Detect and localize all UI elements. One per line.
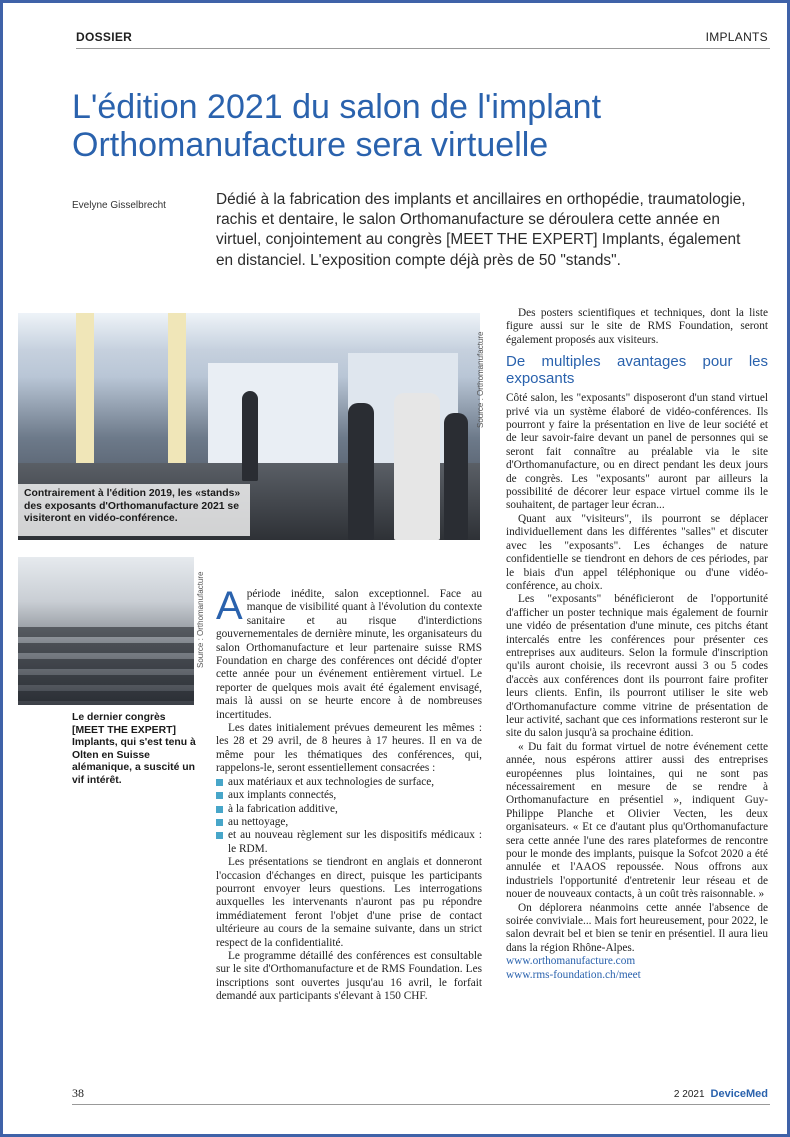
photo-person [394, 393, 440, 540]
photo1-source: Source : Orthomanufacture [476, 331, 485, 428]
photo-person [348, 403, 374, 540]
paragraph: On déplorera néanmoins cette année l'absence de soirée conviviale... Mais fort heureusement, pour 2022, le salon devrait bel et bien se tenir en présentiel. Il aura lieu dans la région Rhône-Alpes. [506, 901, 768, 954]
photo1-caption: Contrairement à l'édition 2019, les «stands» des exposants d'Orthomanufacture 2021 se visiteront en vidéo-conférence. [18, 484, 250, 536]
list-item: aux matériaux et aux technologies de surface, [216, 776, 482, 789]
list-item: à la fabrication additive, [216, 803, 482, 816]
header-rule [76, 48, 770, 49]
category-label: IMPLANTS [705, 30, 768, 44]
audience-row [18, 691, 194, 701]
photo-person [242, 391, 258, 481]
paragraph: Les "exposants" bénéficieront de l'opportunité d'afficher un poster technique mais également de fournir une vidéo de présentation d'une minute, ces pitchs étant intercalés entre les conférences pour présenter ces entreprises aux auditeurs. Selon la formule d'inscription qu'ils auront choisie, ils recevront aussi 3 ou 5 codes d'accès aux conférences dont ils pourront faire profiter leurs clients. Enfin, ils pourront utiliser le site web d'Orthomanufacture comme vitrine de présentation de leur activité, sachant que ces informations resteront sur le site du salon jusqu'à sa prochaine édition. [506, 593, 768, 740]
subheading: De multiples avantages pour les exposants [506, 353, 768, 388]
list-item: et au nouveau règlement sur les dispositifs médicaux : le RDM. [216, 829, 482, 856]
congress-photo [18, 557, 194, 705]
exhibition-photo [18, 313, 480, 540]
body-column-middle [216, 584, 482, 1004]
list-item: au nettoyage, [216, 816, 482, 829]
orthomanufacture-link[interactable]: www.orthomanufacture.com [506, 955, 636, 968]
brand-name: DeviceMed [710, 1088, 768, 1100]
article-title: L'édition 2021 du salon de l'implant Orthomanufacture sera virtuelle [72, 88, 602, 164]
article-lead: Dédié à la fabrication des implants et ancillaires en orthopédie, traumatologie, rachis et dentaire, le salon Orthomanufacture se déroulera cette année en virtuel, conjointement au congrès [MEET THE EXPERT] Implants, également en distanciel. L'exposition compte déjà près de 50 "stands". [216, 191, 746, 269]
paragraph-text: période inédite, salon exceptionnel. Face au manque de visibilité quant à l'évolution du contexte sanitaire et au risque d'interdictions gouvernementales de dernière minute, les organisateurs du salon Orthomanufacture et leur partenaire suisse RMS Foundation en charge des conférences ont décidé d'opter cette année pour un événement entièrement virtuel. Le reporter de quelques mois avait été également envisagé, mais là aussi on se heurte encore à de nombreuses incertitudes. [216, 588, 482, 721]
audience-row [18, 627, 194, 637]
topics-list [216, 776, 482, 856]
list-item: aux implants connectés, [216, 789, 482, 802]
paragraph: Côté salon, les "exposants" disposeront d'un stand virtuel privé via un système élaboré de vidéo-conférences. Ils pourront y faire la présentation en live de leur société et de leur savoir-faire devant un panel de personnes qui se seront fait connaître au préalable via le site d'Orthomanufacture, ou en direct pendant les deux jours de congrès. Les "exposants" auront par ailleurs la possibilité de décorer leur espace virtuel comme ils le souhaitent, de partager leur écran... [506, 392, 768, 512]
paragraph: Les dates initialement prévues demeurent les mêmes : les 28 et 29 avril, de 8 heures à 17 heures. Il en va de même pour les thématiques des conférences, qui, rappelons-le, seront essentiellement consacrées : [216, 722, 482, 775]
page-number: 38 [72, 1086, 84, 1100]
author-byline: Evelyne Gisselbrecht [72, 200, 166, 211]
photo-person [444, 413, 468, 540]
photo2-caption: Le dernier congrès [MEET THE EXPERT] Implants, qui s'est tenu à Olten en Suisse alémanique, a suscité un vif intérêt. [72, 712, 196, 786]
paragraph [216, 584, 482, 722]
photo-booth [208, 363, 338, 473]
body-column-right [506, 307, 768, 982]
audience-row [18, 659, 194, 669]
issue-info [674, 1088, 768, 1100]
drop-cap: A [216, 584, 243, 628]
rms-foundation-link[interactable]: www.rms-foundation.ch/meet [506, 968, 641, 981]
audience-row [18, 675, 194, 685]
audience-row [18, 643, 194, 653]
paragraph: Quant aux "visiteurs", ils pourront se déplacer individuellement dans les différentes "salles" et discuter avec les "exposants". Les échanges de nature confidentielle se tiendront en dehors de ces périodes, par le biais d'un appel téléphonique ou d'une vidéo-conférence, au choix. [506, 512, 768, 592]
paragraph: Les présentations se tiendront en anglais et donneront l'occasion d'échanges en direct, puisque les participants pourront envoyer leurs questions. Les interrogations auxquelles les intervenants n'auront pas pu répondre immédiatement feront l'objet d'une prise de contact ultérieure au cours de la semaine suivante, dans un strict respect de la confidentialité. [216, 856, 482, 949]
section-label: DOSSIER [76, 30, 133, 44]
paragraph: « Du fait du format virtuel de notre événement cette année, nous espérons attirer aussi des entreprises européennes plus lointaines, qui ne sont pas nécessairement en mesure de se rendre à Orthomanufacture en présentiel », indiquent Guy-Philippe Planche et Olivier Vecten, les deux organisateurs. « Et ce d'autant plus qu'Orthomanufacture sera cette année l'une des rares plateformes de rencontre pour le monde des implants, puisque la Sofcot 2020 a été annulée et l'AAOS repoussée. Nous offrons aux industriels l'opportunité d'entretenir leur réseau et de nouer de nouveaux contacts, à un coût très raisonnable. » [506, 740, 768, 901]
paragraph: Le programme détaillé des conférences est consultable sur le site d'Orthomanufacture et de RMS Foundation. Les inscriptions sont ouvertes jusqu'au 16 avril, le forfait demandé aux participants s'élevant à 150 CHF. [216, 949, 482, 1003]
paragraph: Des posters scientifiques et techniques, dont la liste figure aussi sur le site de RMS Foundation, seront également proposés aux visiteurs. [506, 307, 768, 346]
issue-date: 2 2021 [673, 1089, 705, 1100]
footer-rule [72, 1104, 770, 1105]
photo2-source: Source : Orthomanufacture [196, 571, 205, 668]
